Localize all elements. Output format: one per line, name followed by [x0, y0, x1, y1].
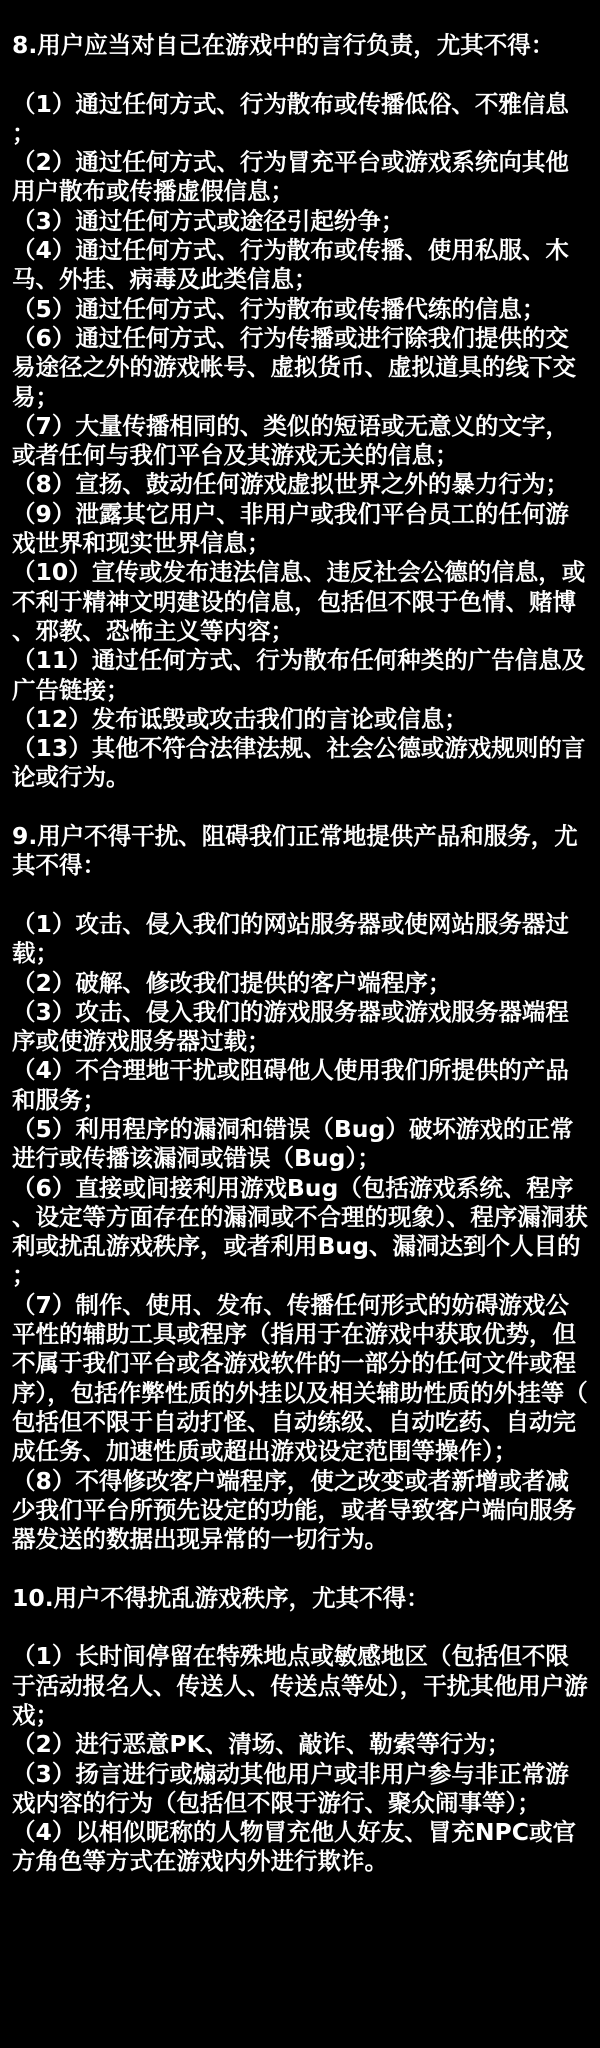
list-item: （5）通过任何方式、行为散布或传播代练的信息； [12, 294, 546, 323]
list-item: （10）宣传或发布违法信息、违反社会公德的信息，或不利于精神文明建设的信息，包括但不限于色情、赌博、邪教、恐怖主义等内容； [12, 558, 586, 645]
section-heading: 10.用户不得扰乱游戏秩序，尤其不得： [12, 1583, 430, 1612]
list-item: （3）攻击、侵入我们的游戏服务器或游戏服务器端程序或使游戏服务器过载； [12, 997, 569, 1056]
section-heading: 9.用户不得干扰、阻碍我们正常地提供产品和服务，尤其不得： [12, 822, 578, 880]
list-item: （2）破解、修改我们提供的客户端程序； [12, 968, 452, 997]
list-item: （11）通过任何方式、行为散布任何种类的广告信息及广告链接； [12, 646, 586, 704]
list-item: （6）通过任何方式、行为传播或进行除我们提供的交易途径之外的游戏帐号、虚拟货币、虚拟道具的线下交易； [12, 323, 576, 411]
list-item: （5）利用程序的漏洞和错误（Bug）破坏游戏的正常进行或传播该漏洞或错误（Bug）； [12, 1114, 574, 1173]
list-item: （1）长时间停留在特殊地点或敏感地区（包括但不限于活动报名人、传送人、传送点等处），干扰其他用户游戏； [12, 1642, 588, 1729]
list-item: （4）以相似昵称的人物冒充他人好友、冒充NPC或官方角色等方式在游戏内外进行欺诈。 [12, 1818, 576, 1876]
list-item: （8）宣扬、鼓动任何游戏虚拟世界之外的暴力行为； [12, 470, 569, 499]
list-item: （9）泄露其它用户、非用户或我们平台员工的任何游戏世界和现实世界信息； [12, 499, 569, 558]
list-item: （2）通过任何方式、行为冒充平台或游戏系统向其他用户散布或传播虚假信息； [12, 148, 569, 206]
section-8-user-speech-conduct [12, 31, 588, 793]
list-item: （3）扬言进行或煽动其他用户或非用户参与非正常游戏内容的行为（包括但不限于游行、聚众闹事等）； [12, 1759, 569, 1817]
list-item: （13）其他不符合法律法规、社会公德或游戏规则的言论或行为。 [12, 734, 586, 792]
list-item: （2）进行恶意PK、清场、敲诈、勒索等行为； [12, 1730, 511, 1759]
section-heading: 8.用户应当对自己在游戏中的言行负责，尤其不得： [12, 31, 555, 59]
section-9-service-interference [12, 822, 588, 1554]
list-item: （1）通过任何方式、行为散布或传播低俗、不雅信息； [12, 89, 569, 147]
list-item: （3）通过任何方式或途径引起纷争； [12, 206, 405, 235]
list-item: （12）发布诋毁或攻击我们的言论或信息； [12, 704, 468, 733]
list-item: （7）制作、使用、发布、传播任何形式的妨碍游戏公平性的辅助工具或程序（指用于在游戏中获取优势，但不属于我们平台或各游戏软件的一部分的任何文件或程序），包括作弊性质的外挂以及相关辅助性质的外挂等（包括但不限于自动打怪、自动练级、自动吃药、自动完成任务、加速性质或超出游戏设定范围等操作）； [12, 1290, 588, 1466]
list-item: （8）不得修改客户端程序，使之改变或者新增或者减少我们平台所预先设定的功能，或者导致客户端向服务器发送的数据出现异常的一切行为。 [12, 1466, 576, 1554]
list-item: （6）直接或间接利用游戏Bug（包括游戏系统、程序、设定等方面存在的漏洞或不合理的现象）、程序漏洞获利或扰乱游戏秩序，或者利用Bug、漏洞达到个人目的； [12, 1173, 588, 1290]
section-10-game-order [12, 1584, 588, 1877]
list-item: （4）通过任何方式、行为散布或传播、使用私服、木马、外挂、病毒及此类信息； [12, 236, 569, 294]
list-item: （4）不合理地干扰或阻碍他人使用我们所提供的产品和服务； [12, 1056, 569, 1114]
list-item: （1）攻击、侵入我们的网站服务器或使网站服务器过载； [12, 909, 569, 968]
list-item: （7）大量传播相同的、类似的短语或无意义的文字，或者任何与我们平台及其游戏无关的信息； [12, 411, 569, 470]
